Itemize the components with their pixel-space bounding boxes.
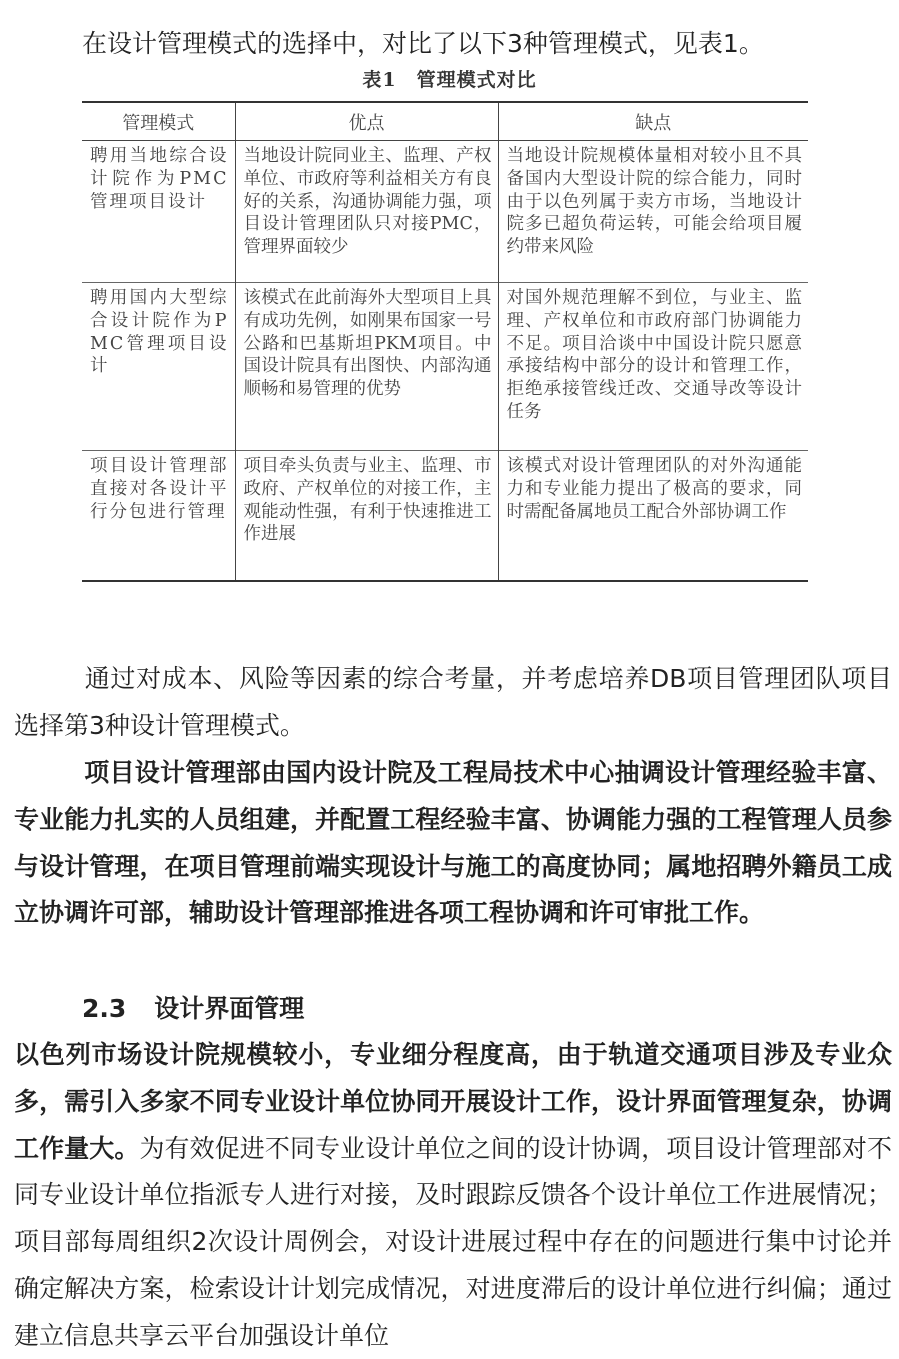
paragraph-team-setup-text: 项目设计管理部由国内设计院及工程局技术中心抽调设计管理经验丰富、专业能力扎实的人员组建，并配置工程经验丰富、协调能力强的工程管理人员参与设计管理，在项目管理前端实现设计与施工的高度协同；属地招聘外籍员工成立协调许可部，辅助设计管理部推进各项工程协调和许可审批工作。 xyxy=(14,758,892,928)
table-row xyxy=(82,283,808,451)
table-header-row xyxy=(82,102,808,141)
paragraph-team-setup xyxy=(14,750,892,937)
cell-pros: 当地设计院同业主、监理、产权单位、市政府等利益相关方有良好的关系，沟通协调能力强，项目设计管理团队只对接PMC，管理界面较少 xyxy=(235,141,498,283)
section-number: 2.3 xyxy=(82,994,127,1023)
header-cons: 缺点 xyxy=(498,102,808,141)
paragraph-body: 为有效促进不同专业设计单位之间的设计协调，项目设计管理部对不同专业设计单位指派专人进行对接，及时跟踪反馈各个设计单位工作进展情况；项目部每周组织2次设计周例会，对设计进展过程中存在的问题进行集中讨论并确定解决方案，检索设计计划完成情况，对进度滞后的设计单位进行纠偏；通过建立信息共享云平台加强设计单位 xyxy=(14,1133,892,1350)
cell-mode: 聘用当地综合设计院作为PMC管理项目设计 xyxy=(82,141,235,283)
header-mode: 管理模式 xyxy=(82,102,235,141)
paragraph-decision-text: 通过对成本、风险等因素的综合考量，并考虑培养DB项目管理团队项目选择第3种设计管理模式。 xyxy=(14,664,892,740)
cell-mode: 聘用国内大型综合设计院作为PMC管理项目设计 xyxy=(82,283,235,451)
comparison-table xyxy=(82,101,808,582)
cell-cons: 当地设计院规模体量相对较小且不具备国内大型设计院的综合能力，同时由于以色列属于卖方市场，当地设计院多已超负荷运转，可能会给项目履约带来风险 xyxy=(498,141,808,283)
intro-sentence: 在设计管理模式的选择中，对比了以下3种管理模式，见表1。 xyxy=(82,29,764,58)
section-title: 设计界面管理 xyxy=(154,994,305,1023)
section-heading xyxy=(82,986,304,1032)
paragraph-decision xyxy=(14,656,892,750)
header-pros: 优点 xyxy=(235,102,498,141)
cell-cons: 该模式对设计管理团队的对外沟通能力和专业能力提出了极高的要求，同时需配备属地员工配合外部协调工作 xyxy=(498,451,808,582)
cell-pros: 该模式在此前海外大型项目上具有成功先例，如刚果布国家一号公路和巴基斯坦PKM项目。中国设计院具有出图快、内部沟通顺畅和易管理的优势 xyxy=(235,283,498,451)
paragraph-interface-management xyxy=(14,1032,892,1359)
cell-pros: 项目牵头负责与业主、监理、市政府、产权单位的对接工作，主观能动性强，有利于快速推进工作进展 xyxy=(235,451,498,582)
table-row xyxy=(82,451,808,582)
paragraph-lead-bold: 以色列市场设计院规模较小，专业细分程度高，由于轨道交通项目涉及专业众多，需引入多家不同专业设计单位协同开展设计工作，设计界面管理复杂，协调工作量大。 xyxy=(14,1040,892,1163)
table-caption: 表1 管理模式对比 xyxy=(362,69,537,91)
cell-cons: 对国外规范理解不到位，与业主、监理、产权单位和市政府部门协调能力不足。项目洽谈中中国设计院只愿意承接结构中部分的设计和管理工作，拒绝承接管线迁改、交通导改等设计任务 xyxy=(498,283,808,451)
table-row xyxy=(82,141,808,283)
cell-mode: 项目设计管理部直接对各设计平行分包进行管理 xyxy=(82,451,235,582)
